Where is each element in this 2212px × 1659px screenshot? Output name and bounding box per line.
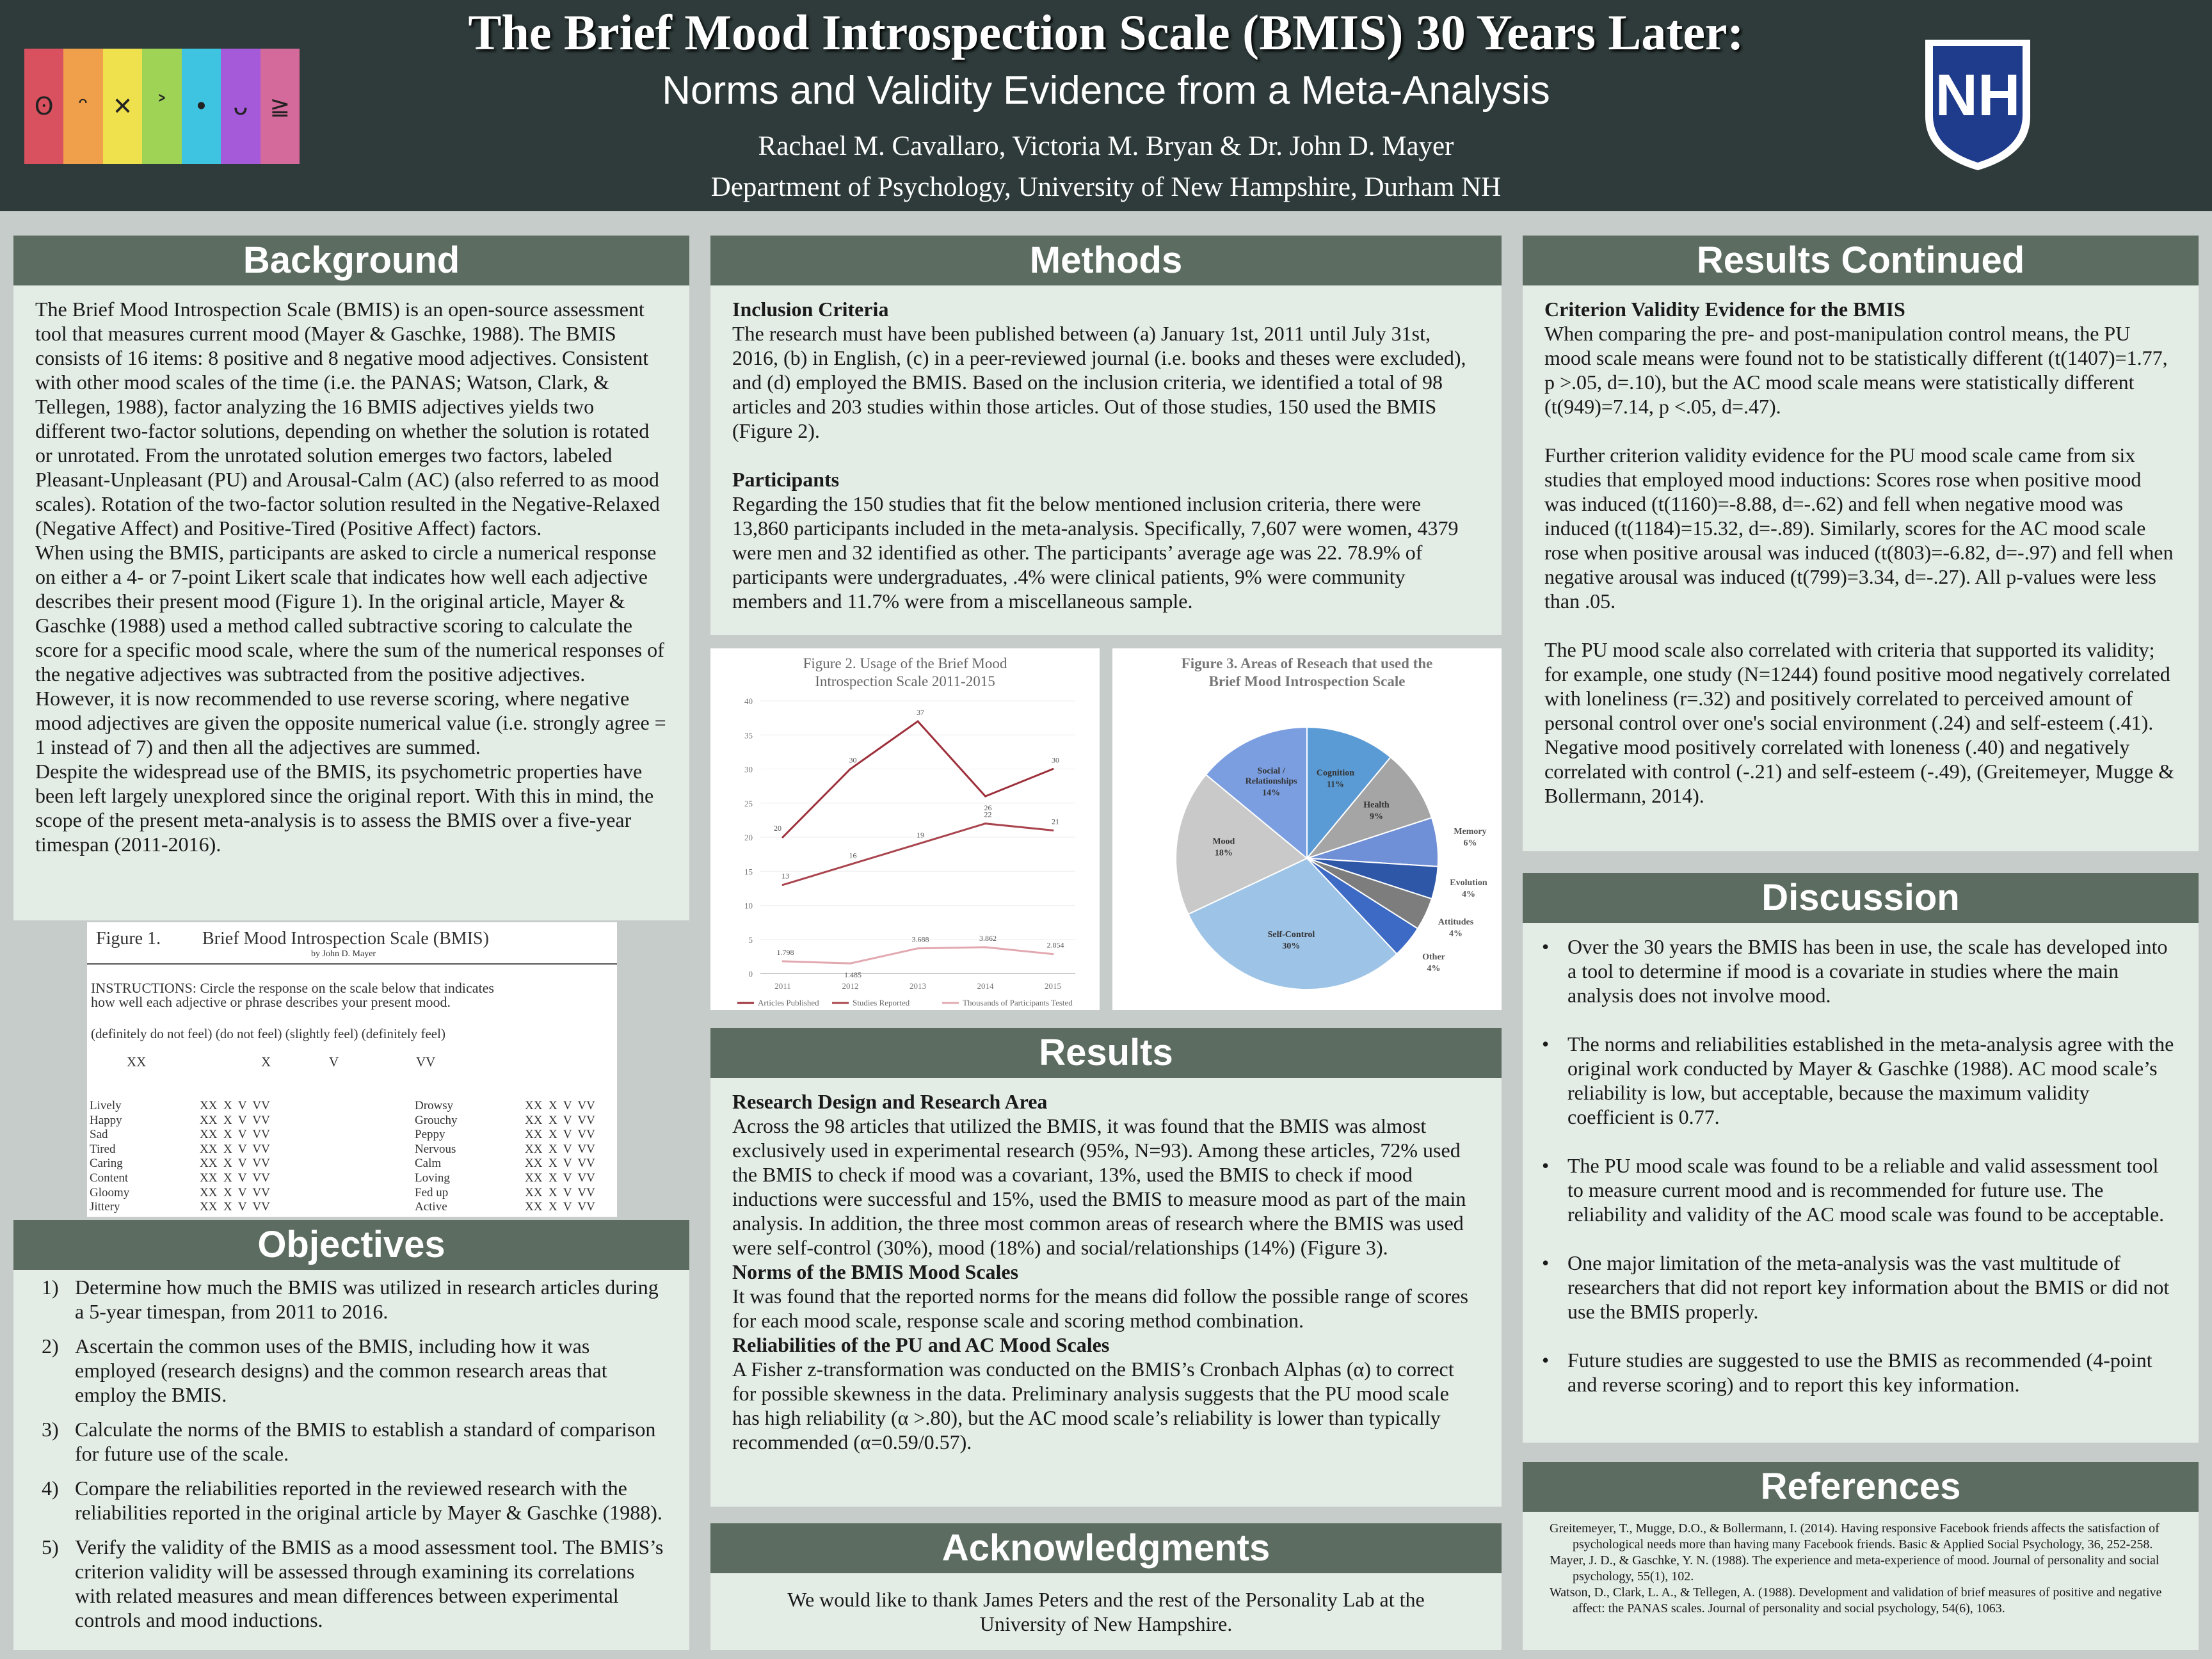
pie-percent: 6% — [1463, 838, 1477, 848]
figure1-right-items — [415, 1099, 595, 1215]
figure1-item-row — [90, 1114, 270, 1128]
data-label: 30 — [849, 755, 857, 765]
results-body — [710, 1089, 1502, 1454]
pie-percent: 14% — [1262, 788, 1281, 798]
figure2-title: Figure 2. Usage of the Brief Mood Introspection Scale 2011-2015 — [803, 655, 1007, 689]
objective-number: 5) — [42, 1535, 59, 1559]
references-section — [1523, 1462, 2199, 1650]
figure1-item-row — [415, 1200, 595, 1215]
objectives-section — [13, 1220, 689, 1650]
figure1-item: Calm — [415, 1157, 442, 1171]
figure1-response-options: XX X V VV — [525, 1113, 595, 1127]
y-tick-label: 5 — [748, 934, 753, 945]
mood-face-icon: ˃ — [142, 49, 181, 164]
research-design-text: Across the 98 articles that utilized the BMIS, it was found that the BMIS was almost exclusively used in experimental research (95%, N=93). Among these articles, 72% used the BMIS to check if mood was a covariant, 13%, used the BMIS to check if mood inductions were successful and 15%, used the BMIS to measure mood as part of the main analysis. In addition, the three most common areas of research where the BMIS was used were self-control (30%), mood (18%) and social/relationships (14%) (Figure 3). — [732, 1114, 1466, 1259]
reliabilities-heading: Reliabilities of the PU and AC Mood Scales — [732, 1333, 1110, 1356]
discussion-section — [1523, 873, 2199, 1443]
objective-text: Ascertain the common uses of the BMIS, including how it was employed (research designs) and the common research areas that employ the BMIS. — [75, 1334, 607, 1406]
y-tick-label: 30 — [744, 764, 753, 774]
figure1-item: Peppy — [415, 1128, 445, 1142]
figure1-item-row — [415, 1186, 595, 1201]
figure1-item-row — [90, 1186, 270, 1201]
data-label: 2.854 — [1046, 940, 1064, 950]
poster-department: Department of Psychology, University of New Hampshire, Durham NH — [710, 172, 1502, 202]
figure3-plot — [1112, 648, 1502, 1010]
objectives-list — [29, 1275, 668, 1632]
norms-text: It was found that the reported norms for the means did follow the possible range of scores for each mood scale, response scale and scoring method combination. — [732, 1285, 1468, 1332]
figure1-item: Loving — [415, 1171, 450, 1185]
background-paragraph: When using the BMIS, participants are asked to circle a numerical response on either a 4- or 7-point Likert scale that indicates how well each adjective describes their present mood (Figure 1). In the original article, Mayer & Gaschke (1988) used a method called subtractive scoring to calculate the score for a specific mood scale, where the sum of the numerical responses of the negative adjectives was subtracted from the positive adjectives. However, it is now recommended to use reverse scoring, where negative mood adjectives are given the opposite numerical value (i.e. strongly agree = 1 instead of 7) and then all the adjectives are summed. — [35, 541, 666, 758]
figure1-item-row — [415, 1142, 595, 1157]
figure1-response-options: XX X V VV — [525, 1185, 595, 1199]
participants-heading: Participants — [732, 468, 840, 491]
background-heading: Background — [13, 236, 689, 285]
data-point — [984, 796, 986, 797]
figure1-response-options: XX X V VV — [200, 1200, 270, 1214]
background-section — [13, 236, 689, 920]
norms-heading: Norms of the BMIS Mood Scales — [732, 1260, 1019, 1283]
pie-label: Relationships — [1245, 776, 1297, 787]
results-continued-body — [1523, 297, 2199, 808]
figure1-response-options: XX X V VV — [525, 1157, 595, 1171]
results-continued-section — [1523, 236, 2199, 851]
inclusion-criteria-text: The research must have been published between (a) January 1st, 2011 until July 31st, 2016, (b) in English, (c) in a peer-reviewed journal (i.e. books and theses were excluded), and (d) employed the BMIS. Based on the inclusion criteria, we identified a total of 98 articles and 203 studies within those articles. Out of those studies, 150 used the BMIS (Figure 2). — [732, 322, 1466, 442]
figure1-item: Content — [90, 1171, 129, 1185]
x-tick-label: 2011 — [774, 981, 791, 991]
objective-number: 2) — [42, 1334, 59, 1358]
figure1-response-options: XX X V VV — [525, 1200, 595, 1214]
figure1-label: Figure 1. — [96, 929, 161, 949]
figure1-response-options: XX X V VV — [200, 1157, 270, 1171]
data-point — [782, 960, 784, 962]
series-line — [783, 721, 1053, 837]
data-point — [917, 947, 919, 949]
figure1-code: V — [329, 1054, 339, 1070]
figure1-response-options: XX X V VV — [525, 1099, 595, 1112]
y-tick-label: 35 — [744, 730, 753, 741]
objective-text: Calculate the norms of the BMIS to establish a standard of comparison for future use of the scale. — [75, 1418, 656, 1465]
mood-face-icon: ᴗ — [221, 49, 260, 164]
figure1-item: Sad — [90, 1128, 108, 1142]
mood-face-icon: ʘ — [24, 49, 63, 164]
data-label: 3.862 — [979, 933, 997, 943]
criterion-validity-text: The PU mood scale also correlated with criteria that supported its validity; for example, one study (N=1244) found positive mood negatively correlated with loneliness (r=.32) and positively correlated to perceived amount of personal control over one's social environment (.24) and self-esteem (.41). Negative mood positively correlated with loneness (.40) and negatively correlated with control (-.21) and self-esteem (-.49), (Greitemeyer, Mugge & Bollermann, 2014). — [1544, 638, 2175, 807]
background-paragraph: Despite the widespread use of the BMIS, its psychometric properties have been left largely unexplored since the original report. With this in mind, the scope of the present meta-analysis is to assess the BMIS over a five-year timespan (2011-2016). — [35, 760, 654, 856]
figure1-response-options: XX X V VV — [525, 1142, 595, 1156]
results-heading: Results — [710, 1028, 1502, 1078]
pie-label: Health — [1363, 800, 1390, 810]
reference-item: Greitemeyer, T., Mugge, D.O., & Bollermann, I. (2014). Having responsive Facebook friends affects the satisfaction of psychological needs more than having many Facebook friends. Basic & Applied Social Psychology, 36, 252-258. — [1550, 1521, 2160, 1551]
figure1-item: Tired — [90, 1142, 116, 1156]
data-label: 16 — [849, 851, 857, 860]
pie-percent: 9% — [1370, 812, 1384, 822]
data-label: 37 — [917, 707, 924, 717]
objective-item — [29, 1334, 668, 1407]
reference-item: Mayer, J. D., & Gaschke, Y. N. (1988). The experience and meta-experience of mood. Journal of personality and social psychology, 55(1), 102. — [1550, 1553, 2160, 1583]
poster-authors: Rachael M. Cavallaro, Victoria M. Bryan & Dr. John D. Mayer — [758, 131, 1454, 161]
data-point — [849, 768, 851, 770]
data-point — [917, 843, 919, 845]
pie-label: Evolution — [1450, 878, 1487, 888]
data-point — [1052, 953, 1054, 955]
figure1-item-row — [90, 1142, 270, 1157]
figure1-item-row — [415, 1114, 595, 1128]
data-label: 1.485 — [844, 970, 862, 980]
background-paragraph: The Brief Mood Introspection Scale (BMIS) is an open-source assessment tool that measures current mood (Mayer & Gaschke, 1988). The BMIS consists of 16 items: 8 positive and 8 negative mood adjectives. Consistent with other mood scales of the time (i.e. the PANAS; Watson, Clark, & Tellegen, 1988), factor analyzing the 16 BMIS adjectives yields two different two-factor solutions, depending on whether the solution is rotated or unrotated. From the unrotated solution emerges two factors, labeled Pleasant-Unpleasant (PU) and Arousal-Calm (AC) (also referred to as mood scales). Rotation of the two-factor solution resulted in the Negative-Relaxed (Negative Affect) and Positive-Tired (Positive Affect) factors. — [35, 298, 660, 540]
research-design-heading: Research Design and Research Area — [732, 1090, 1048, 1113]
figure1-item-row — [90, 1157, 270, 1171]
figure1-response-options: XX X V VV — [200, 1099, 270, 1112]
figure1-response-options: XX X V VV — [200, 1185, 270, 1199]
acknowledgments-text: We would like to thank James Peters and the rest of the Personality Lab at the University of New Hampshire. — [787, 1588, 1425, 1635]
objective-text: Compare the reliabilities reported in the reviewed research with the reliabilities reported in the original article by Mayer & Gaschke (1988). — [75, 1477, 662, 1524]
data-point — [782, 884, 784, 886]
data-point — [984, 822, 986, 824]
legend-label: Thousands of Participants Tested — [963, 998, 1073, 1007]
figure1-item: Jittery — [90, 1200, 120, 1214]
pie-label: Memory — [1454, 826, 1487, 837]
y-tick-label: 20 — [744, 833, 753, 842]
criterion-validity-text: Further criterion validity evidence for the PU mood scale came from six studies that employed mood inductions: Scores rose when positive mood was induced (t(1160)=-8.88, d=-.62) and fell when negative mood was induced (t(1184)=15.32, d=-.89). Similarly, scores for the AC mood scale rose when positive arousal was induced (t(803)=-6.82, d=-.97) and fell when negative arousal was induced (t(799)=3.34, d=-.27). All p-values were less than .05. — [1544, 444, 2174, 613]
data-label: 26 — [984, 803, 992, 813]
data-point — [782, 837, 784, 838]
data-point — [849, 863, 851, 865]
data-label: 30 — [1052, 755, 1059, 765]
data-label: 13 — [781, 871, 789, 881]
y-tick-label: 25 — [744, 798, 753, 808]
objectives-body — [13, 1275, 689, 1642]
pie-percent: 4% — [1427, 963, 1441, 974]
pie-label: Mood — [1212, 837, 1235, 847]
pie-label: Attitudes — [1438, 917, 1474, 927]
pie-percent: 18% — [1214, 848, 1233, 858]
y-tick-label: 15 — [744, 867, 753, 877]
figure1-code: X — [261, 1054, 271, 1070]
figure1-left-items — [90, 1099, 270, 1215]
data-label: 19 — [917, 830, 924, 840]
pie-percent: 4% — [1449, 929, 1463, 939]
x-tick-label: 2013 — [910, 981, 926, 991]
mood-face-icon: ᵔ — [63, 49, 102, 164]
figure1-response-options: XX X V VV — [525, 1171, 595, 1185]
figure1-item: Nervous — [415, 1142, 456, 1156]
x-tick-label: 2015 — [1045, 981, 1061, 991]
data-point — [849, 963, 851, 965]
figure3-title: Figure 3. Areas of Reseach that used the Brief Mood Introspection Scale — [1181, 655, 1433, 689]
pie-label: Other — [1422, 952, 1445, 962]
criterion-validity-heading: Criterion Validity Evidence for the BMIS — [1544, 298, 1905, 321]
discussion-body — [1523, 934, 2199, 1421]
objective-number: 3) — [42, 1418, 59, 1441]
mood-face-icon: • — [182, 49, 221, 164]
figure1-item-row — [90, 1128, 270, 1142]
figure1-item: Caring — [90, 1157, 123, 1171]
figure3-pie-chart — [1112, 648, 1502, 1010]
objective-item — [29, 1535, 668, 1632]
figure1-item: Active — [415, 1200, 447, 1214]
discussion-item: • Over the 30 years the BMIS has been in use, the scale has developed into a tool to determine if mood is a covariate in studies where the main analysis does not involve mood. — [1538, 934, 2177, 1007]
data-point — [1052, 830, 1054, 831]
figure1-item-row — [415, 1099, 595, 1114]
criterion-validity-text: When comparing the pre- and post-manipulation control means, the PU mood scale means were found not to be statistically different (t(1407)=1.77, p >.05, d=.10), but the AC mood scale means were statistically different (t(949)=7.14, p <.05, d=.47). — [1544, 322, 2168, 418]
figure1-item-row — [415, 1171, 595, 1186]
objective-text: Verify the validity of the BMIS as a mood assessment tool. The BMIS’s criterion validity will be assessed through examining its correlations with related measures and mean differences between experimental controls and mood inductions. — [75, 1535, 664, 1631]
figure1-item: Grouchy — [415, 1113, 458, 1127]
discussion-item: • The norms and reliabilities established in the meta-analysis agree with the original work conducted by Mayer & Gaschke (1988). AC mood scale’s reliability is low, but acceptable, because the maximum validity coefficient is 0.77. — [1538, 1032, 2177, 1129]
reference-item: Watson, D., Clark, L. A., & Tellegen, A. (1988). Development and validation of brief measures of positive and negative affect: the PANAS scales. Journal of personality and social psychology, 54(6), 1063. — [1550, 1585, 2162, 1615]
data-label: 21 — [1052, 817, 1059, 826]
figure1-item: Happy — [90, 1113, 122, 1127]
references-heading: References — [1523, 1462, 2199, 1512]
figure1-scale: (definitely do not feel) (do not feel) (slightly feel) (definitely feel) — [91, 1026, 445, 1041]
objective-item — [29, 1476, 668, 1525]
background-body — [13, 297, 689, 856]
objective-item — [29, 1417, 668, 1466]
figure1-code: XX — [127, 1054, 147, 1070]
figure1-response-options: XX X V VV — [200, 1142, 270, 1156]
participants-text: Regarding the 150 studies that fit the below mentioned inclusion criteria, there were 13,860 participants included in the meta-analysis. Specifically, 7,607 were women, 4379 were men and 32 identified as other. The participants’ average age was 22. 78.9% of participants were undergraduates, .4% were clinical patients, 9% were community members and 11.7% were from a miscellaneous sample. — [732, 492, 1459, 613]
data-label: 1.798 — [776, 947, 794, 957]
objective-item — [29, 1275, 668, 1324]
data-point — [1052, 768, 1054, 770]
data-label: 3.688 — [911, 934, 929, 944]
figure1-rule — [87, 963, 617, 965]
series-line — [783, 947, 1053, 963]
y-tick-label: 40 — [744, 696, 753, 706]
results-continued-heading: Results Continued — [1523, 236, 2199, 285]
pie-label: Cognition — [1316, 768, 1355, 778]
poster-subtitle: Norms and Validity Evidence from a Meta-Analysis — [662, 68, 1550, 113]
figure1-item-row — [415, 1157, 595, 1171]
x-tick-label: 2012 — [842, 981, 859, 991]
figure1-item-row — [90, 1171, 270, 1186]
reliabilities-text: A Fisher z-transformation was conducted on the BMIS’s Cronbach Alphas (α) to correct for possible skewness in the data. Preliminary analysis suggests that the PU mood scale has high reliability (α >.80), but the AC mood scale’s reliability is lower than typically recommended (α=0.59/0.57). — [732, 1358, 1454, 1454]
figure1-response-options: XX X V VV — [200, 1113, 270, 1127]
y-tick-label: 10 — [744, 901, 753, 911]
pie-label: Social / — [1257, 766, 1285, 776]
legend-label: Articles Published — [758, 998, 819, 1007]
figure1-title: Brief Mood Introspection Scale (BMIS) — [202, 929, 489, 949]
discussion-item: • The PU mood scale was found to be a reliable and valid assessment tool to measure current mood and is recommended for future use. The reliability and validity of the AC mood scale was found to be acceptable. — [1538, 1153, 2177, 1226]
figure1-item: Lively — [90, 1099, 122, 1112]
poster-title: The Brief Mood Introspection Scale (BMIS) 30 Years Later: — [468, 4, 1744, 60]
results-section — [710, 1028, 1502, 1507]
objectives-heading: Objectives — [13, 1220, 689, 1270]
data-point — [984, 946, 986, 948]
legend-label: Studies Reported — [853, 998, 910, 1007]
figure1-item-row — [90, 1099, 270, 1114]
x-tick-label: 2014 — [977, 981, 994, 991]
discussion-list — [1538, 934, 2177, 1397]
figure1-item: Fed up — [415, 1185, 449, 1199]
figure1-byline: by John D. Mayer — [311, 949, 376, 959]
pie-percent: 4% — [1461, 890, 1475, 900]
discussion-item: • Future studies are suggested to use the BMIS as recommended (4-point and reverse scoring) and to report this key information. — [1538, 1348, 2177, 1397]
unh-shield-logo — [1925, 40, 2030, 170]
figure1-instructions: INSTRUCTIONS: Circle the response on the scale below that indicates how well each adjective or phrase describes your present mood. — [91, 980, 494, 1010]
objective-text: Determine how much the BMIS was utilized in research articles during a 5-year timespan, from 2011 to 2016. — [75, 1276, 659, 1323]
figure1-item: Drowsy — [415, 1099, 454, 1112]
methods-section — [710, 236, 1502, 635]
poster-header — [0, 0, 2212, 211]
y-tick-label: 0 — [748, 969, 753, 979]
figure2-plot — [710, 648, 1100, 1010]
figure1-item-row — [90, 1200, 270, 1215]
figure2-line-chart — [710, 648, 1100, 1010]
figure1-bmis-form — [87, 922, 617, 1217]
methods-heading: Methods — [710, 236, 1502, 285]
figure1-response-options: XX X V VV — [525, 1128, 595, 1142]
figure1-code: VV — [416, 1054, 436, 1070]
objective-number: 4) — [42, 1477, 59, 1500]
figure1-response-options: XX X V VV — [200, 1171, 270, 1185]
pie-label: Self-Control — [1267, 929, 1315, 940]
figure1-item: Gloomy — [90, 1185, 130, 1199]
mood-face-icon: ✕ — [103, 49, 142, 164]
figure1-item-row — [415, 1128, 595, 1142]
mood-face-icon: ≧ — [260, 49, 300, 164]
pie-percent: 11% — [1326, 780, 1345, 790]
objective-number: 1) — [42, 1276, 59, 1299]
acknowledgments-heading: Acknowledgments — [710, 1523, 1502, 1573]
methods-body — [710, 297, 1502, 613]
data-label: 22 — [984, 810, 992, 819]
acknowledgments-section — [710, 1523, 1502, 1650]
references-list — [1523, 1521, 2199, 1617]
inclusion-criteria-heading: Inclusion Criteria — [732, 298, 889, 321]
pie-percent: 30% — [1282, 941, 1301, 951]
discussion-item: • One major limitation of the meta-analysis was the vast multitude of researchers that did not report key information about the BMIS or did not use the BMIS properly. — [1538, 1251, 2177, 1324]
data-label: 20 — [774, 824, 781, 833]
svg-text:NH: NH — [1935, 63, 2021, 128]
discussion-heading: Discussion — [1523, 873, 2199, 923]
figure1-response-options: XX X V VV — [200, 1128, 270, 1142]
data-point — [917, 720, 919, 722]
